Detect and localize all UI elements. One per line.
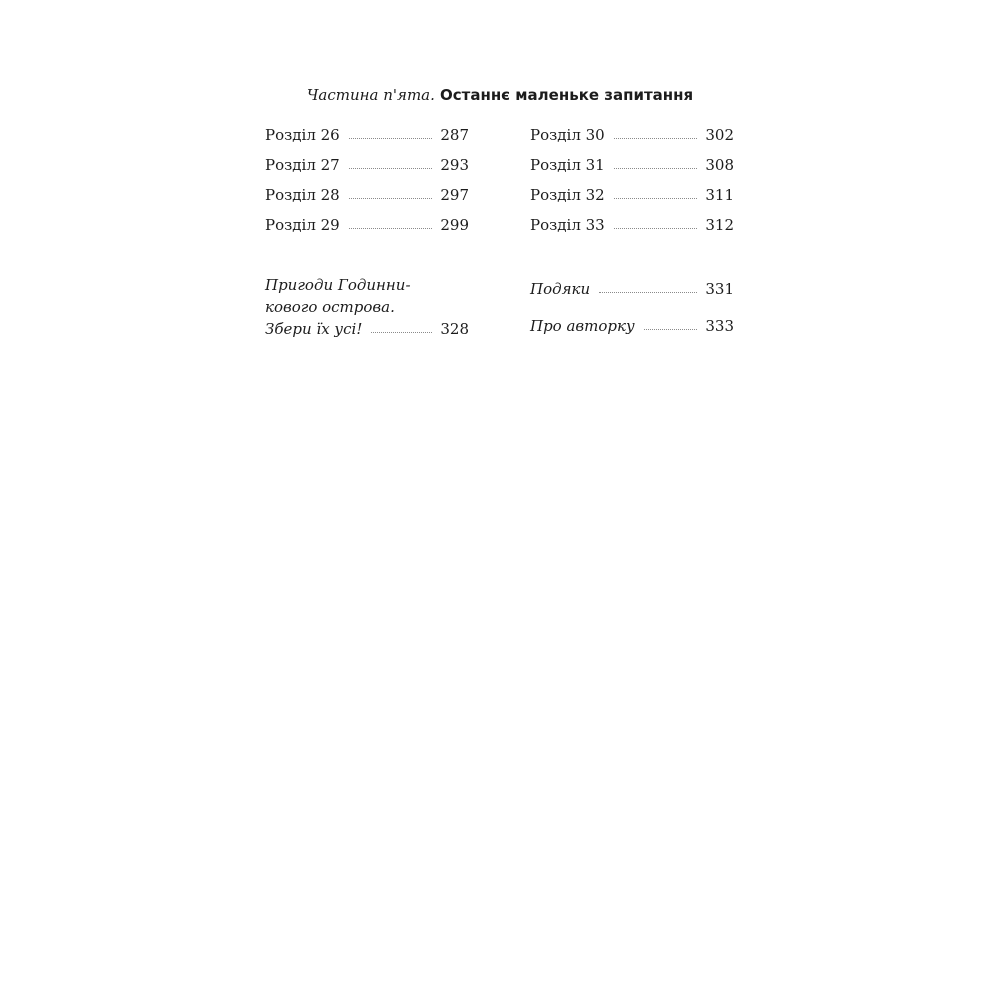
toc-entry-chapter-30[interactable] xyxy=(530,124,734,146)
toc-entry-page: 333 xyxy=(705,317,734,335)
dot-leader xyxy=(371,332,432,333)
toc-entry-chapter-27[interactable] xyxy=(265,154,469,176)
toc-entry-page: 328 xyxy=(440,320,469,338)
dot-leader xyxy=(349,168,433,169)
toc-entry-label: Розділ 33 xyxy=(530,216,605,234)
toc-entry-page: 331 xyxy=(705,280,734,298)
part-title: Останнє маленьке запитання xyxy=(440,86,694,104)
toc-entry-page: 293 xyxy=(440,156,469,174)
dot-leader xyxy=(614,198,698,199)
dot-leader xyxy=(614,228,698,229)
toc-entry-chapter-28[interactable] xyxy=(265,184,469,206)
toc-entry-label-line-2: кового острова. xyxy=(265,298,395,316)
toc-entry-chapter-31[interactable] xyxy=(530,154,734,176)
toc-entry-page: 297 xyxy=(440,186,469,204)
dot-leader xyxy=(614,168,698,169)
toc-entry-label-line-1: Пригоди Годинни- xyxy=(265,276,411,294)
part-heading xyxy=(0,84,1000,106)
dot-leader xyxy=(599,292,697,293)
toc-entry-chapter-33[interactable] xyxy=(530,214,734,236)
toc-entry-page: 299 xyxy=(440,216,469,234)
toc-entry-label: Подяки xyxy=(530,280,591,298)
dot-leader xyxy=(349,198,433,199)
toc-entry-chapter-29[interactable] xyxy=(265,214,469,236)
toc-entry-page: 311 xyxy=(705,186,734,204)
toc-entry-label: Розділ 27 xyxy=(265,156,340,174)
toc-entry-page: 287 xyxy=(440,126,469,144)
dot-leader xyxy=(349,138,433,139)
toc-entry-clock-island-adventures[interactable] xyxy=(265,274,469,318)
toc-entry-chapter-32[interactable] xyxy=(530,184,734,206)
toc-entry-clock-island-last-line[interactable] xyxy=(265,318,469,340)
toc-entry-page: 302 xyxy=(705,126,734,144)
toc-entry-label: Розділ 28 xyxy=(265,186,340,204)
toc-entry-page: 308 xyxy=(705,156,734,174)
dot-leader xyxy=(349,228,433,229)
toc-entry-label-line-3: Збери їх усі! xyxy=(265,320,363,338)
toc-entry-label: Розділ 32 xyxy=(530,186,605,204)
toc-entry-label: Розділ 26 xyxy=(265,126,340,144)
toc-entry-label: Про авторку xyxy=(530,317,635,335)
toc-entry-label: Розділ 29 xyxy=(265,216,340,234)
part-label: Частина п'ята. xyxy=(306,86,435,104)
toc-entry-page: 312 xyxy=(705,216,734,234)
toc-entry-acknowledgements[interactable] xyxy=(530,278,734,300)
toc-entry-label: Розділ 31 xyxy=(530,156,605,174)
dot-leader xyxy=(614,138,698,139)
toc-entry-label: Розділ 30 xyxy=(530,126,605,144)
toc-entry-about-author[interactable] xyxy=(530,315,734,337)
toc-entry-chapter-26[interactable] xyxy=(265,124,469,146)
dot-leader xyxy=(644,329,698,330)
